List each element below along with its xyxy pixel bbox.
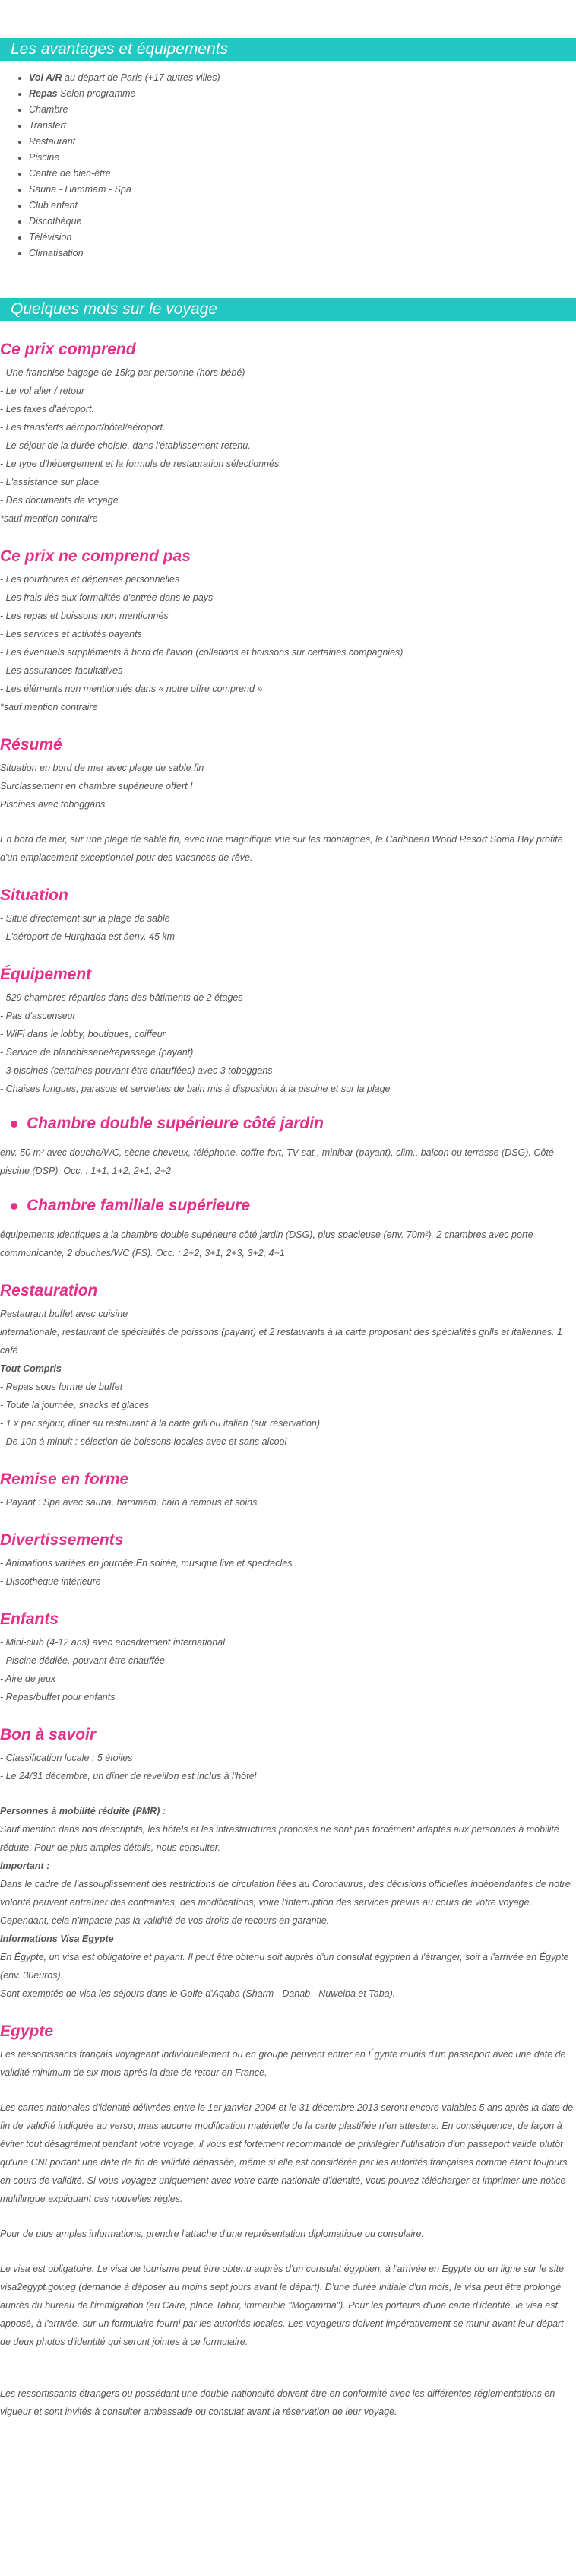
- avantage-item: • Sauna - Hammam - Spa: [29, 182, 576, 198]
- text-line: - Une franchise bagage de 15kg par personne (hors bébé): [0, 367, 245, 378]
- heading-divertissements: Divertissements: [0, 1531, 124, 1549]
- heading-prix-ne-comprend: Ce prix ne comprend pas: [0, 547, 191, 565]
- text-line: - Les repas et boissons non mentionnés: [0, 611, 169, 621]
- text-line: - Piscine dédiée, pouvant être chauffée: [0, 1655, 165, 1666]
- text-line: - Les assurances facultatives: [0, 665, 123, 676]
- text-line: - Les éventuels suppléments à bord de l'avion (collations et boissons sur certaines compagnies): [0, 647, 404, 658]
- avantage-item: • Restaurant: [29, 134, 576, 150]
- heading-equipement: Équipement: [0, 966, 92, 983]
- text-line: - Le séjour de la durée choisie, dans l'établissement retenu.: [0, 440, 251, 451]
- resume-lines: [0, 759, 576, 814]
- text-line: - Les services et activités payants: [0, 629, 142, 639]
- heading-chambre-double: Chambre double supérieure côté jardin: [0, 1115, 576, 1133]
- text-line: Piscines avec toboggans: [0, 799, 106, 810]
- bon-a-savoir-lines: [0, 1749, 576, 1785]
- section-title-avantages: Les avantages et équipements: [11, 40, 229, 58]
- section-title-voyage: Quelques mots sur le voyage: [11, 300, 217, 318]
- important-title: Important :: [0, 1861, 50, 1871]
- avantage-item: • Chambre: [29, 102, 576, 118]
- heading-chambre-familiale: Chambre familiale supérieure: [0, 1197, 576, 1215]
- text-line: - Classification locale : 5 étoiles: [0, 1753, 133, 1763]
- restauration-lines: [0, 1378, 576, 1451]
- text-line: - WiFi dans le lobby, boutiques, coiffeur: [0, 1029, 166, 1039]
- pmr-title: Personnes à mobilité réduite (PMR) :: [0, 1806, 166, 1816]
- resume-paragraph: En bord de mer, sur une plage de sable fin, avec une magnifique vue sur les montagnes, le Caribbean World Resort Soma Bay profite d'un emplacement exceptionnel pour des vacances de rêve.: [0, 834, 563, 863]
- text-line: - Le vol aller / retour: [0, 385, 85, 396]
- heading-enfants: Enfants: [0, 1610, 59, 1628]
- text-line: - Les transferts aéroport/hôtel/aéroport.: [0, 422, 166, 433]
- chambre-familiale-text: équipements identiques à la chambre double supérieure côté jardin (DSG), plus spacieuse (env. 70m²), 2 chambres avec porte communicante, 2 douches/WC (FS). Occ. : 2+2, 3+1, 2+3, 3+2, 4+1: [0, 1229, 533, 1258]
- bullet-icon: [11, 1121, 17, 1128]
- heading-bon-a-savoir: Bon à savoir: [0, 1726, 97, 1743]
- text-line: - Repas/buffet pour enfants: [0, 1692, 116, 1702]
- visa-text-2: Sont exemptés de visa les séjours dans le Golfe d'Aqaba (Sharm - Dahab - Nuweiba et Taba).: [0, 1988, 396, 1999]
- heading-situation: Situation: [0, 887, 68, 904]
- text-line: - Pas d'ascenseur: [0, 1010, 76, 1021]
- text-line: - Le type d'hébergement et la formule de restauration sélectionnés.: [0, 458, 282, 469]
- text-line: - Animations variées en journée.En soirée, musique live et spectacles.: [0, 1558, 295, 1569]
- text-line: - 3 piscines (certaines pouvant être chauffées) avec 3 toboggans: [0, 1065, 273, 1076]
- avantage-item: • Transfert: [29, 118, 576, 134]
- text-line: - Discothèque intérieure: [0, 1576, 101, 1587]
- text-line: - 529 chambres réparties dans des bâtiments de 2 étages: [0, 992, 243, 1003]
- avantage-item: • Vol A/R au départ de Paris (+17 autres villes): [29, 70, 576, 86]
- heading-restauration: Restauration: [0, 1282, 98, 1299]
- text-line: - Les pourboires et dépenses personnelles: [0, 574, 180, 585]
- text-line: - Aire de jeux: [0, 1673, 56, 1684]
- divertissements-lines: [0, 1554, 576, 1591]
- egypte-p5: Les ressortissants étrangers ou possédant une double nationalité doivent être en conformité avec les différentes réglementations en vigueur et sont invités à consulter ambassade ou consulat avant la réservation de leur voyage.: [0, 2388, 555, 2417]
- text-line: *sauf mention contraire: [0, 513, 98, 524]
- egypte-p1: Les ressortissants français voyageant individuellement ou en groupe peuvent entrer en Égypte munis d'un passeport avec une date de validité minimum de six mois après la date de retour en France.: [0, 2049, 566, 2078]
- text-line: Situation en bord de mer avec plage de sable fin: [0, 763, 204, 773]
- heading-resume: Résumé: [0, 736, 62, 753]
- important-text-2: Cependant, cela n'impacte pas la validité de vos droits de recours en garantie.: [0, 1915, 330, 1926]
- text-line: - Situé directement sur la plage de sable: [0, 913, 170, 924]
- avantage-item: • Centre de bien-être: [29, 166, 576, 182]
- text-line: *sauf mention contraire: [0, 702, 98, 712]
- visa-text-1: En Égypte, un visa est obligatoire et payant. Il peut être obtenu soit auprès d'un consulat égyptien à l'étranger, soit à l'arrivée en Égypte (env. 30euros).: [0, 1952, 569, 1981]
- text-line: - Les éléments non mentionnés dans « notre offre comprend »: [0, 684, 263, 694]
- text-line: Surclassement en chambre supérieure offert !: [0, 781, 193, 792]
- text-line: - 1 x par séjour, dîner au restaurant à la carte grill ou italien (sur réservation): [0, 1418, 321, 1429]
- text-line: - Service de blanchisserie/repassage (payant): [0, 1047, 194, 1058]
- band-avantages: [0, 38, 576, 61]
- avantage-item: • Piscine: [29, 150, 576, 166]
- restauration-intro-2: internationale, restaurant de spécialités de poissons (payant) et 2 restaurants à la carte proposant des spécialités grills et italiennes. 1 café: [0, 1327, 563, 1356]
- restauration-intro-1: Restaurant buffet avec cuisine: [0, 1309, 128, 1319]
- remise-lines: [0, 1493, 576, 1512]
- egypte-p2: Les cartes nationales d'identité délivrées entre le 1er janvier 2004 et le 31 décembre 2013 seront encore valables 5 ans après la date de fin de validité indiquée au verso, mais aucune modification matérielle de la carte plastifiée n'en attestera. En conséquence, de façon à éviter tout désagrément pendant votre voyage, il vous est fortement recommandé de privilégier l'utilisation d'un passeport valide plutôt qu'une CNI portant une date de fin de validité dépassée, même si elle est considérée par les autorités françaises comme étant toujours en cours de validité. Si vous voyagez uniquement avec votre carte nationale d'identité, vous pouvez télécharger et imprimer une notice multilingue expliquant ces nouvelles règles.: [0, 2102, 574, 2204]
- text-line: - Le 24/31 décembre, un dîner de réveillon est inclus à l'hôtel: [0, 1771, 257, 1781]
- avantage-item: • Repas Selon programme: [29, 86, 576, 102]
- text-line: - Toute la journée, snacks et glaces: [0, 1400, 150, 1410]
- chambre-double-text: env. 50 m² avec douche/WC, sèche-cheveux, téléphone, coffre-fort, TV-sat., minibar (payant), clim., balcon ou terrasse (DSG). Côté piscine (DSP). Occ. : 1+1, 1+2, 2+1, 2+2: [0, 1147, 554, 1176]
- text-line: - De 10h à minuit : sélection de boissons locales avec et sans alcool: [0, 1436, 287, 1447]
- situation-lines: [0, 909, 576, 946]
- egypte-p3: Pour de plus amples informations, prendre l'attache d'une représentation diplomatique ou consulaire.: [0, 2229, 424, 2239]
- band-voyage: [0, 298, 576, 321]
- text-line: - L'aéroport de Hurghada est àenv. 45 km: [0, 931, 176, 942]
- text-line: - Chaises longues, parasols et serviettes de bain mis à disposition à la piscine et sur la plage: [0, 1083, 391, 1094]
- egypte-p4: Le visa est obligatoire. Le visa de tourisme peut être obtenu auprès d'un consulat égyptien, à l'arrivée en Egypte ou en ligne sur le site visa2egypt.gov.eg (demande à déposer au moins sept jours avant le départ). D'une durée initiale d'un mois, le visa peut être prolongé auprès du bureau de l'immigration (au Caire, place Tahrir, immeuble "Mogamma"). Pour les porteurs d'une carte d'identité, le visa est apposé, à l'arrivée, sur un formulaire fourni par les autorités locales. Les voyageurs doivent impérativement se munir avant leur départ de deux photos d'identité qui seront jointes à ce formulaire.: [0, 2264, 565, 2347]
- prix-ne-comprend-lines: [0, 570, 576, 716]
- heading-egypte: Egypte: [0, 2022, 54, 2040]
- text-line: - Payant : Spa avec sauna, hammam, bain à remous et soins: [0, 1497, 258, 1508]
- heading-remise: Remise en forme: [0, 1470, 129, 1488]
- visa-title: Informations Visa Egypte: [0, 1934, 114, 1944]
- avantages-list: [0, 70, 576, 262]
- text-line: - L'assistance sur place.: [0, 477, 102, 487]
- bullet-icon: [11, 1203, 17, 1210]
- avantage-item: • Club enfant: [29, 198, 576, 214]
- avantage-item: • Discothèque: [29, 214, 576, 230]
- text-line: - Mini-club (4-12 ans) avec encadrement international: [0, 1637, 225, 1648]
- prix-comprend-lines: [0, 363, 576, 528]
- restauration-subtitle: Tout Compris: [0, 1363, 62, 1374]
- text-line: - Repas sous forme de buffet: [0, 1382, 123, 1392]
- text-line: - Les frais liés aux formalités d'entrée dans le pays: [0, 592, 214, 603]
- heading-prix-comprend: Ce prix comprend: [0, 341, 136, 358]
- avantage-item: • Climatisation: [29, 246, 576, 262]
- equipement-lines: [0, 988, 576, 1098]
- enfants-lines: [0, 1633, 576, 1706]
- avantage-item: • Télévision: [29, 230, 576, 246]
- text-line: - Les taxes d'aéroport.: [0, 404, 94, 414]
- text-line: - Des documents de voyage.: [0, 495, 122, 506]
- important-text-1: Dans le cadre de l'assouplissement des restrictions de circulation liées au Coronavirus, des décisions officielles indépendantes de notre volonté peuvent entraîner des contraintes, des modifications, voire l'interruption des services prévus au cours de votre voyage.: [0, 1879, 571, 1908]
- pmr-text: Sauf mention dans nos descriptifs, les hôtels et les infrastructures proposés ne sont pas forcément adaptés aux personnes à mobilité réduite. Pour de plus amples détails, nous consulter.: [0, 1824, 559, 1853]
